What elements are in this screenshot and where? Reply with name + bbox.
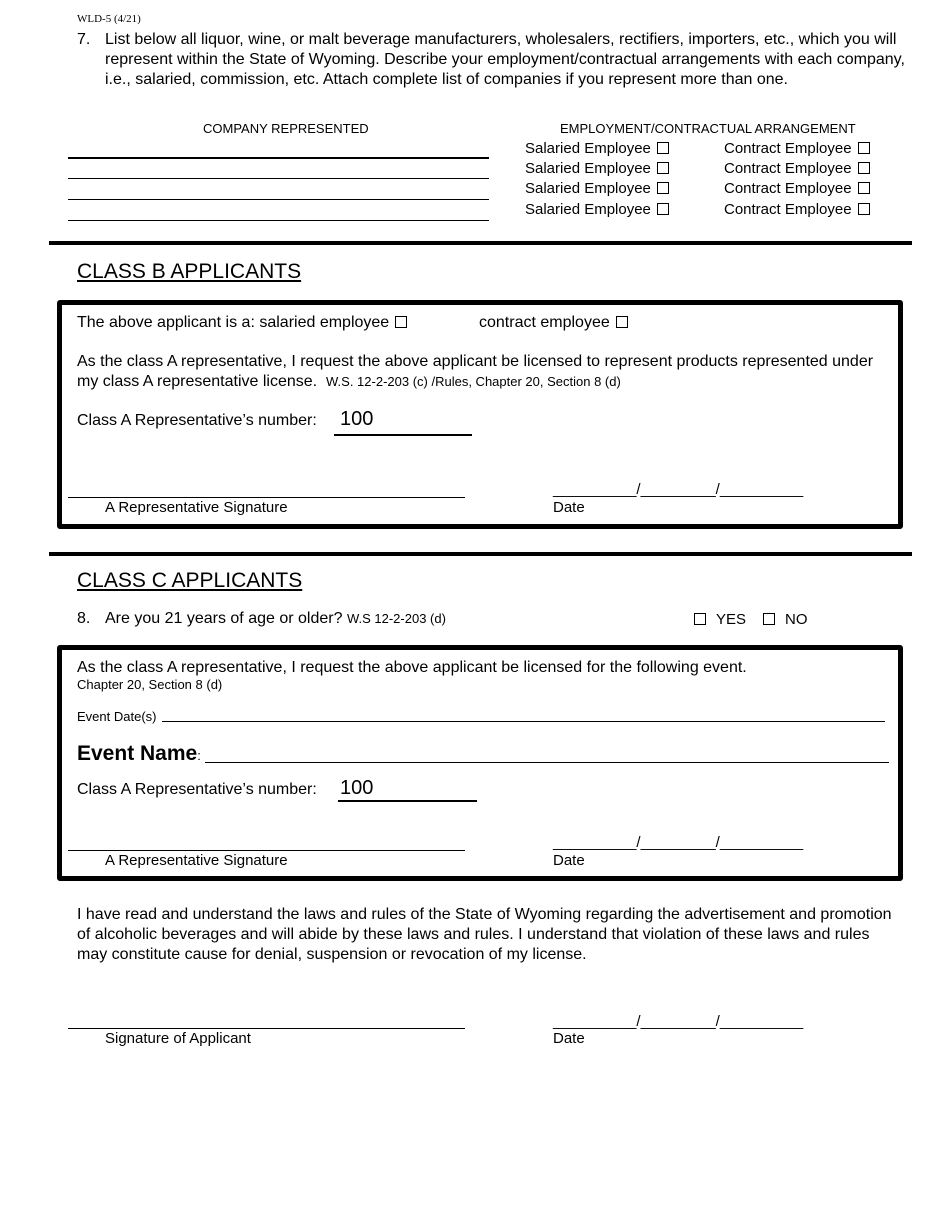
contract-row-3: Contract Employee	[724, 180, 870, 198]
class-b-citation: W.S. 12-2-203 (c) /Rules, Chapter 20, Section 8 (d)	[326, 374, 621, 389]
contract-row-1: Contract Employee	[724, 140, 870, 158]
q7-number: 7.	[77, 31, 91, 48]
company-line-2[interactable]	[68, 178, 489, 179]
q8-yes: YES	[694, 611, 746, 629]
event-name-label: Event Name:	[77, 742, 201, 765]
class-c-signature-line[interactable]	[68, 850, 465, 851]
class-c-signature-label: A Representative Signature	[105, 852, 288, 869]
class-b-signature-label: A Representative Signature	[105, 499, 288, 516]
salaried-row-1: Salaried Employee	[525, 140, 669, 158]
q8-question: Are you 21 years of age or older? W.S 12-2-203 (d)	[105, 610, 446, 627]
salaried-checkbox-2[interactable]	[657, 162, 669, 174]
event-name-line[interactable]	[205, 762, 889, 763]
company-represented-header: COMPANY REPRESENTED	[203, 121, 369, 136]
class-b-request-text: As the class A representative, I request the above applicant be licensed to represent products represented under my class A representative license. W.S. 12-2-203 (c) /Rules, Chapter 20, Section 8 (d)	[77, 353, 874, 390]
section-divider-c	[49, 552, 912, 556]
salaried-row-3: Salaried Employee	[525, 180, 669, 198]
salaried-checkbox-3[interactable]	[657, 182, 669, 194]
q8-yes-checkbox[interactable]	[694, 613, 706, 625]
contract-row-4: Contract Employee	[724, 201, 870, 219]
company-line-1[interactable]	[68, 157, 489, 159]
salaried-row-4: Salaried Employee	[525, 201, 669, 219]
class-b-salaried-checkbox[interactable]	[395, 316, 407, 328]
q8-citation: W.S 12-2-203 (d)	[346, 611, 446, 626]
class-c-heading: CLASS C APPLICANTS	[77, 569, 303, 592]
class-b-rep-number-value[interactable]: 100	[340, 408, 374, 430]
contract-checkbox-3[interactable]	[858, 182, 870, 194]
contract-row-2: Contract Employee	[724, 160, 870, 178]
q8-no: NO	[763, 611, 808, 629]
q8-no-checkbox[interactable]	[763, 613, 775, 625]
class-b-rep-number-line	[334, 434, 472, 436]
class-c-request-text: As the class A representative, I request the above applicant be licensed for the following event.	[77, 659, 747, 676]
arrangement-header: EMPLOYMENT/CONTRACTUAL ARRANGEMENT	[560, 121, 856, 136]
class-c-rep-number-label: Class A Representative’s number:	[77, 781, 317, 798]
form-code: WLD-5 (4/21)	[77, 13, 141, 25]
event-dates-label: Event Date(s)	[77, 709, 157, 724]
applicant-signature-line[interactable]	[68, 1028, 465, 1029]
company-line-3[interactable]	[68, 199, 489, 200]
class-b-date-blank[interactable]: __________/_________/__________	[553, 481, 804, 498]
applicant-signature-label: Signature of Applicant	[105, 1030, 251, 1047]
contract-checkbox-2[interactable]	[858, 162, 870, 174]
class-b-contract-employee: contract employee	[479, 313, 628, 333]
contract-checkbox-1[interactable]	[858, 142, 870, 154]
class-b-signature-line[interactable]	[68, 497, 465, 498]
class-c-rep-number-value[interactable]: 100	[340, 777, 374, 799]
company-line-4[interactable]	[68, 220, 489, 221]
event-dates-line[interactable]	[162, 721, 885, 722]
class-b-rep-number-label: Class A Representative’s number:	[77, 412, 317, 429]
class-c-date-blank[interactable]: __________/_________/__________	[553, 834, 804, 851]
applicant-date-label: Date	[553, 1030, 585, 1047]
section-divider-b	[49, 241, 912, 245]
class-b-applicant-is: The above applicant is a: salaried employee	[77, 313, 407, 333]
acknowledgement-text: I have read and understand the laws and rules of the State of Wyoming regarding the advertisement and promotion of alcoholic beverages and will abide by these laws and rules. I understand that violation of these laws and rules may constitute cause for denial, suspension or revocation of my license.	[77, 906, 892, 963]
q8-number: 8.	[77, 610, 91, 627]
applicant-date-blank[interactable]: __________/_________/__________	[553, 1013, 804, 1030]
class-c-chapter: Chapter 20, Section 8 (d)	[77, 677, 223, 692]
q7-text: List below all liquor, wine, or malt beverage manufacturers, wholesalers, rectifiers, importers, etc., which you will represent within the State of Wyoming. Describe your employment/contractual arrangements with each company, i.e., salaried, commission, etc. Attach complete list of companies if you represent more than one.	[105, 31, 905, 88]
class-b-heading: CLASS B APPLICANTS	[77, 260, 302, 283]
class-b-contract-checkbox[interactable]	[616, 316, 628, 328]
contract-checkbox-4[interactable]	[858, 203, 870, 215]
class-c-date-label: Date	[553, 852, 585, 869]
salaried-checkbox-4[interactable]	[657, 203, 669, 215]
salaried-row-2: Salaried Employee	[525, 160, 669, 178]
salaried-checkbox-1[interactable]	[657, 142, 669, 154]
class-c-rep-number-line	[338, 800, 477, 802]
class-b-date-label: Date	[553, 499, 585, 516]
